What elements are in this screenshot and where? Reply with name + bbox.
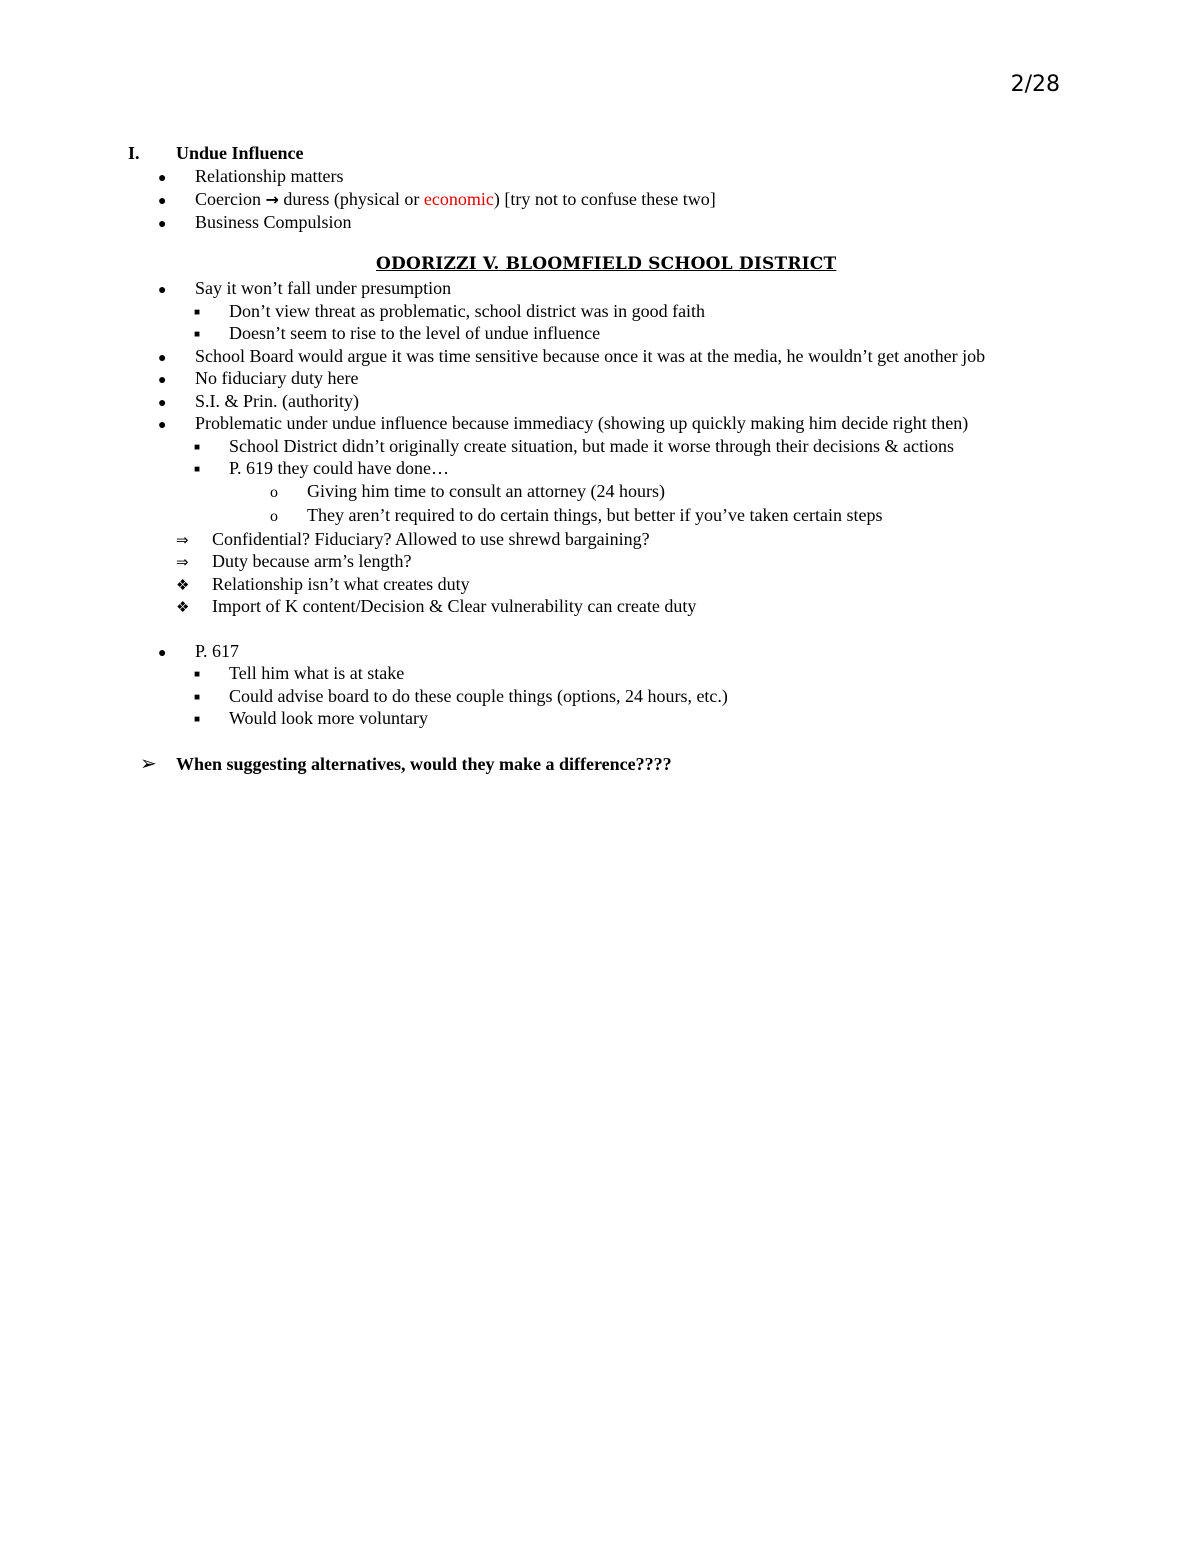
sub-list-item — [194, 707, 428, 731]
coercion-post-text: ) [try not to confuse these two] — [493, 189, 716, 209]
bullet-icon: ● — [158, 171, 167, 186]
list-item-text: P. 617 — [195, 641, 240, 661]
list-item — [158, 367, 358, 392]
list-item-coercion — [158, 188, 716, 213]
list-item-text: Duty because arm’s length? — [212, 551, 412, 571]
sub-sub-list-item — [270, 504, 882, 528]
list-item-text: Import of K content/Decision & Clear vulnerability can create duty — [212, 596, 697, 616]
sub-sub-list-item — [270, 480, 665, 504]
implies-arrow-icon: ⇒ — [176, 555, 189, 571]
section-number: I. — [128, 143, 140, 163]
sub-list-item — [194, 300, 705, 324]
list-item-text: Tell him what is at stake — [229, 663, 405, 683]
circle-bullet-icon: o — [270, 484, 278, 501]
coercion-mid-text: duress (physical or — [278, 189, 424, 209]
bullet-icon: ● — [158, 646, 167, 661]
list-item — [158, 165, 343, 190]
economic-highlight: economic — [423, 189, 494, 209]
page-date: 2/28 — [1010, 72, 1060, 97]
diamond-item — [176, 595, 696, 619]
list-item-text: Relationship matters — [195, 166, 344, 186]
arrowhead-bullet-icon: ➢ — [140, 751, 157, 775]
bullet-icon: ● — [158, 396, 167, 411]
list-item-text: Problematic under undue influence because immediacy (showing up quickly making him decide right then) — [195, 413, 969, 433]
section-heading — [128, 142, 304, 164]
list-item-text: No fiduciary duty here — [195, 368, 359, 388]
diamond-item — [176, 573, 470, 597]
right-arrow-icon: → — [265, 190, 279, 209]
list-item-text: They aren’t required to do certain things, but better if you’ve taken certain steps — [307, 505, 883, 525]
list-item-text: S.I. & Prin. (authority) — [195, 391, 359, 411]
list-item — [158, 277, 451, 302]
square-bullet-icon: ■ — [194, 692, 201, 703]
square-bullet-icon: ■ — [194, 714, 201, 725]
implies-item — [176, 550, 411, 574]
square-bullet-icon: ■ — [194, 442, 201, 453]
square-bullet-icon: ■ — [194, 307, 201, 318]
list-item-text: P. 619 they could have done… — [229, 458, 449, 478]
list-item-text: Don’t view threat as problematic, school district was in good faith — [229, 301, 706, 321]
circle-bullet-icon: o — [270, 508, 278, 525]
list-item-text: School District didn’t originally create situation, but made it worse through their decisions & actions — [229, 436, 955, 456]
bullet-icon: ● — [158, 373, 167, 388]
final-question-text: When suggesting alternatives, would they make a difference???? — [176, 754, 672, 774]
diamond-bullet-icon: ❖ — [176, 600, 190, 616]
list-item — [158, 412, 968, 437]
bullet-icon: ● — [158, 217, 167, 232]
bullet-icon: ● — [158, 418, 167, 433]
sub-list-item — [194, 662, 404, 686]
list-item-text: Doesn’t seem to rise to the level of undue influence — [229, 323, 601, 343]
case-title: ODORIZZI V. BLOOMFIELD SCHOOL DISTRICT — [376, 254, 837, 274]
list-item-text: Say it won’t fall under presumption — [195, 278, 452, 298]
square-bullet-icon: ■ — [194, 669, 201, 680]
list-item-text: Would look more voluntary — [229, 708, 429, 728]
sub-list-item — [194, 457, 449, 481]
final-question — [140, 752, 672, 775]
section-title: Undue Influence — [176, 143, 304, 163]
sub-list-item — [194, 435, 954, 459]
bullet-icon: ● — [158, 283, 167, 298]
list-item-text: Business Compulsion — [195, 212, 352, 232]
list-item — [158, 211, 352, 236]
bullet-icon: ● — [158, 351, 167, 366]
coercion-text: Coercion — [195, 189, 266, 209]
bullet-icon: ● — [158, 194, 167, 209]
implies-item — [176, 528, 650, 552]
list-item-text: School Board would argue it was time sensitive because once it was at the media, he wouldn’t get another job — [195, 346, 986, 366]
diamond-bullet-icon: ❖ — [176, 578, 190, 594]
list-item-text: Giving him time to consult an attorney (24 hours) — [307, 481, 665, 501]
list-item-text: Relationship isn’t what creates duty — [212, 574, 470, 594]
sub-list-item — [194, 322, 600, 346]
square-bullet-icon: ■ — [194, 329, 201, 340]
sub-list-item — [194, 685, 728, 709]
list-item-text: Could advise board to do these couple things (options, 24 hours, etc.) — [229, 686, 728, 706]
list-item-text: Confidential? Fiduciary? Allowed to use shrewd bargaining? — [212, 529, 650, 549]
implies-arrow-icon: ⇒ — [176, 533, 189, 549]
square-bullet-icon: ■ — [194, 464, 201, 475]
